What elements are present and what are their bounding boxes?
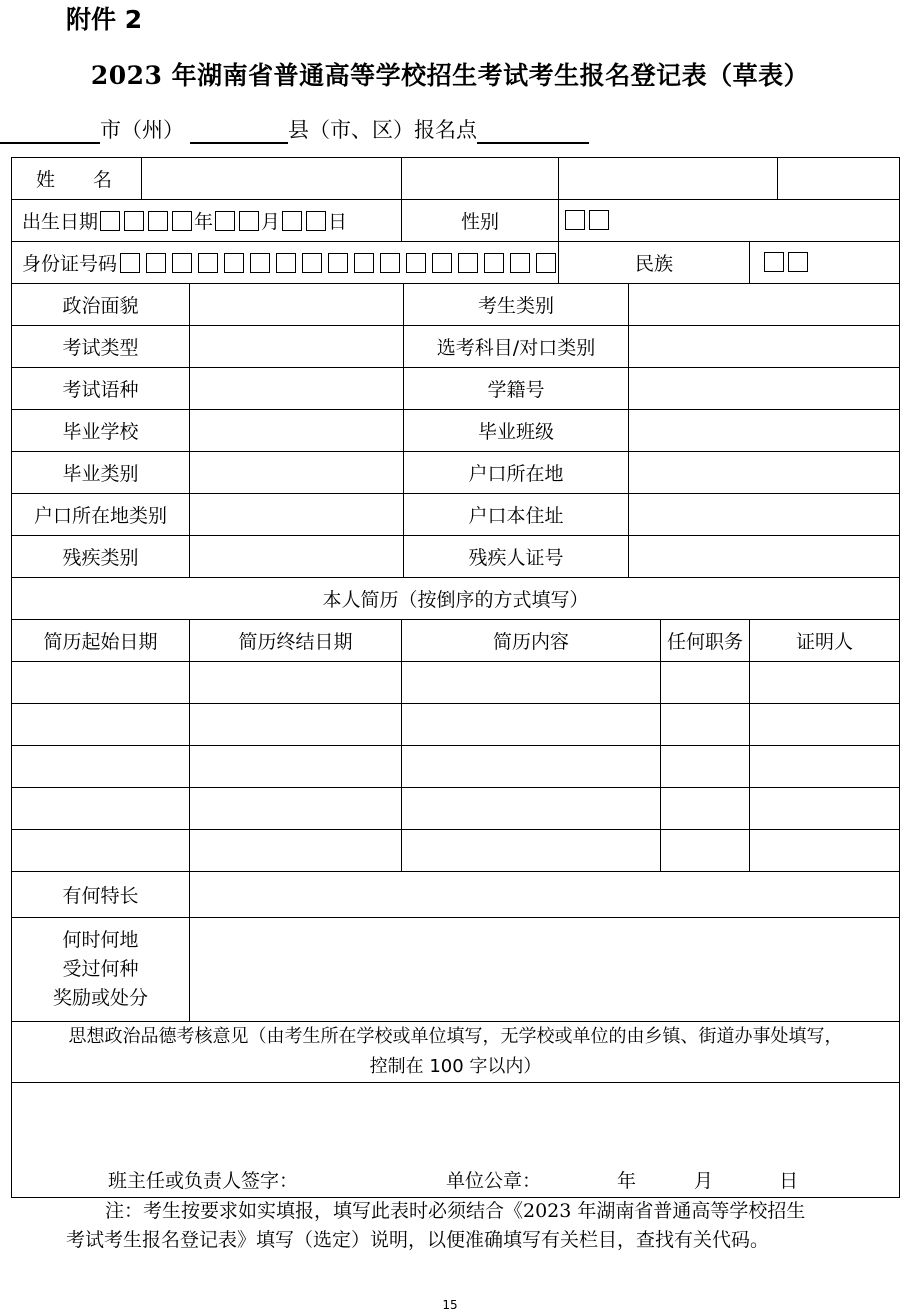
resume-position-cell[interactable] (661, 704, 750, 746)
gender-cell[interactable] (559, 200, 900, 242)
resume-witness-cell[interactable] (750, 788, 900, 830)
moral-review-input[interactable] (12, 1083, 900, 1198)
subjects-label: 选考科目/对口类别 (404, 326, 629, 368)
row-name (12, 158, 900, 200)
signer-label: 班主任或负责人签字： (108, 1170, 299, 1192)
hukou-category-input[interactable] (190, 494, 404, 536)
year-label: 年 (194, 211, 214, 233)
site-blank[interactable] (477, 118, 589, 144)
location-line (0, 114, 589, 144)
ethnicity-box[interactable] (788, 252, 808, 272)
hukou-location-label: 户口所在地 (404, 452, 629, 494)
row-political (12, 284, 900, 326)
resume-position-cell[interactable] (661, 746, 750, 788)
row-birth (12, 200, 900, 242)
day-box[interactable] (306, 211, 326, 231)
student-id-label: 学籍号 (404, 368, 629, 410)
awards-input[interactable] (190, 918, 900, 1022)
resume-end-cell[interactable] (190, 830, 402, 872)
id-box[interactable] (198, 253, 218, 273)
resume-row (12, 662, 900, 704)
row-resume-heading (12, 578, 900, 620)
name-label: 姓 名 (12, 158, 142, 200)
row-resume-columns (12, 620, 900, 662)
year-box[interactable] (100, 211, 120, 231)
graduation-category-input[interactable] (190, 452, 404, 494)
resume-col-position: 任何职务 (661, 620, 750, 662)
row-id (12, 242, 900, 284)
birth-date-cell[interactable] (12, 200, 402, 242)
resume-row (12, 704, 900, 746)
row-moral-heading (12, 1022, 900, 1083)
graduation-school-label: 毕业学校 (12, 410, 190, 452)
year-box[interactable] (172, 211, 192, 231)
gender-label: 性别 (402, 200, 559, 242)
hukou-category-label: 户口所在地类别 (12, 494, 190, 536)
resume-witness-cell[interactable] (750, 662, 900, 704)
graduation-school-input[interactable] (190, 410, 404, 452)
sign-month-label: 月 (694, 1170, 714, 1192)
name-extra-2[interactable] (559, 158, 778, 200)
resume-position-cell[interactable] (661, 830, 750, 872)
id-cell[interactable] (12, 242, 559, 284)
city-blank[interactable] (0, 118, 100, 144)
resume-content-cell[interactable] (402, 704, 661, 746)
name-extra-3[interactable] (778, 158, 900, 200)
hukou-location-input[interactable] (629, 452, 900, 494)
resume-start-cell[interactable] (12, 788, 190, 830)
resume-col-content: 简历内容 (402, 620, 661, 662)
candidate-type-label: 考生类别 (404, 284, 629, 326)
resume-position-cell[interactable] (661, 788, 750, 830)
ethnicity-label: 民族 (559, 242, 750, 284)
resume-row (12, 788, 900, 830)
month-label: 月 (261, 211, 281, 233)
city-label: 市（州） (100, 118, 184, 142)
row-grad-category (12, 452, 900, 494)
id-box[interactable] (172, 253, 192, 273)
footnote-line2: 考试考生报名登记表》填写（选定）说明，以便准确填写有关栏目，查找有关代码。 (66, 1229, 770, 1251)
political-status-input[interactable] (190, 284, 404, 326)
resume-witness-cell[interactable] (750, 830, 900, 872)
moral-review-line1: 思想政治品德考核意见（由考生所在学校或单位填写，无学校或单位的由乡镇、街道办事处填写， (68, 1026, 843, 1047)
hukou-address-input[interactable] (629, 494, 900, 536)
disability-cert-label: 残疾人证号 (404, 536, 629, 578)
registration-table (11, 157, 900, 1198)
awards-label-line: 何时何地 (62, 929, 139, 951)
gender-box[interactable] (589, 210, 609, 230)
id-box[interactable] (432, 253, 452, 273)
resume-end-cell[interactable] (190, 704, 402, 746)
footnote (0, 1197, 900, 1255)
moral-review-line2: 控制在 100 字以内） (369, 1056, 542, 1077)
row-school (12, 410, 900, 452)
id-box[interactable] (354, 253, 374, 273)
exam-type-input[interactable] (190, 326, 404, 368)
id-box[interactable] (276, 253, 296, 273)
row-language (12, 368, 900, 410)
sign-year-label: 年 (617, 1170, 637, 1192)
resume-heading: 本人简历（按倒序的方式填写） (12, 578, 900, 620)
resume-start-cell[interactable] (12, 662, 190, 704)
id-box[interactable] (380, 253, 400, 273)
graduation-class-input[interactable] (629, 410, 900, 452)
resume-start-cell[interactable] (12, 830, 190, 872)
resume-witness-cell[interactable] (750, 704, 900, 746)
graduation-class-label: 毕业班级 (404, 410, 629, 452)
year-box[interactable] (124, 211, 144, 231)
resume-row (12, 746, 900, 788)
form-title: 2023 年湖南省普通高等学校招生考试考生报名登记表（草表） (90, 61, 810, 90)
id-box[interactable] (328, 253, 348, 273)
resume-col-end: 简历终结日期 (190, 620, 402, 662)
attachment-label: 附件 2 (66, 5, 143, 34)
resume-witness-cell[interactable] (750, 746, 900, 788)
stamp-label: 单位公章： (446, 1170, 542, 1192)
birth-date-label: 出生日期 (22, 211, 99, 233)
id-box[interactable] (484, 253, 504, 273)
year-box[interactable] (148, 211, 168, 231)
graduation-category-label: 毕业类别 (12, 452, 190, 494)
id-box[interactable] (510, 253, 530, 273)
resume-end-cell[interactable] (190, 788, 402, 830)
id-label: 身份证号码 (22, 253, 118, 275)
resume-content-cell[interactable] (402, 746, 661, 788)
county-blank[interactable] (190, 118, 288, 144)
day-box[interactable] (282, 211, 302, 231)
ethnicity-box[interactable] (764, 252, 784, 272)
disability-type-label: 残疾类别 (12, 536, 190, 578)
exam-language-label: 考试语种 (12, 368, 190, 410)
row-moral-input (12, 1083, 900, 1198)
subjects-input[interactable] (629, 326, 900, 368)
id-box[interactable] (536, 253, 556, 273)
month-box[interactable] (215, 211, 235, 231)
student-id-input[interactable] (629, 368, 900, 410)
id-box[interactable] (406, 253, 426, 273)
id-box[interactable] (120, 253, 140, 273)
disability-cert-input[interactable] (629, 536, 900, 578)
awards-label-line: 受过何种 (62, 958, 139, 980)
resume-content-cell[interactable] (402, 830, 661, 872)
moral-review-heading (12, 1022, 900, 1083)
row-exam-type (12, 326, 900, 368)
resume-content-cell[interactable] (402, 788, 661, 830)
month-box[interactable] (239, 211, 259, 231)
specialty-label: 有何特长 (12, 872, 190, 918)
sign-day-label: 日 (779, 1170, 799, 1192)
resume-col-start: 简历起始日期 (12, 620, 190, 662)
footnote-line1: 注：考生按要求如实填报，填写此表时必须结合《2023 年湖南省普通高等学校招生 (105, 1200, 806, 1222)
political-status-label: 政治面貌 (12, 284, 190, 326)
resume-start-cell[interactable] (12, 746, 190, 788)
resume-position-cell[interactable] (661, 662, 750, 704)
resume-col-witness: 证明人 (750, 620, 900, 662)
row-disability (12, 536, 900, 578)
county-label: 县（市、区）报名点 (288, 118, 477, 142)
hukou-address-label: 户口本住址 (404, 494, 629, 536)
awards-label (12, 918, 190, 1022)
specialty-input[interactable] (190, 872, 900, 918)
exam-type-label: 考试类型 (12, 326, 190, 368)
resume-end-cell[interactable] (190, 662, 402, 704)
signature-line (16, 1166, 895, 1193)
ethnicity-cell[interactable] (750, 242, 900, 284)
row-awards (12, 918, 900, 1022)
id-box[interactable] (302, 253, 322, 273)
row-specialty (12, 872, 900, 918)
name-extra-1[interactable] (402, 158, 559, 200)
id-box[interactable] (250, 253, 270, 273)
exam-language-input[interactable] (190, 368, 404, 410)
id-box[interactable] (224, 253, 244, 273)
resume-row (12, 830, 900, 872)
row-hukou (12, 494, 900, 536)
day-label: 日 (328, 211, 348, 233)
id-box[interactable] (458, 253, 478, 273)
id-box[interactable] (146, 253, 166, 273)
disability-type-input[interactable] (190, 536, 404, 578)
name-input[interactable] (142, 158, 402, 200)
resume-end-cell[interactable] (190, 746, 402, 788)
awards-label-line: 奖励或处分 (52, 987, 148, 1009)
candidate-type-input[interactable] (629, 284, 900, 326)
gender-box[interactable] (565, 210, 585, 230)
page-number: 15 (442, 1298, 458, 1312)
resume-start-cell[interactable] (12, 704, 190, 746)
resume-content-cell[interactable] (402, 662, 661, 704)
